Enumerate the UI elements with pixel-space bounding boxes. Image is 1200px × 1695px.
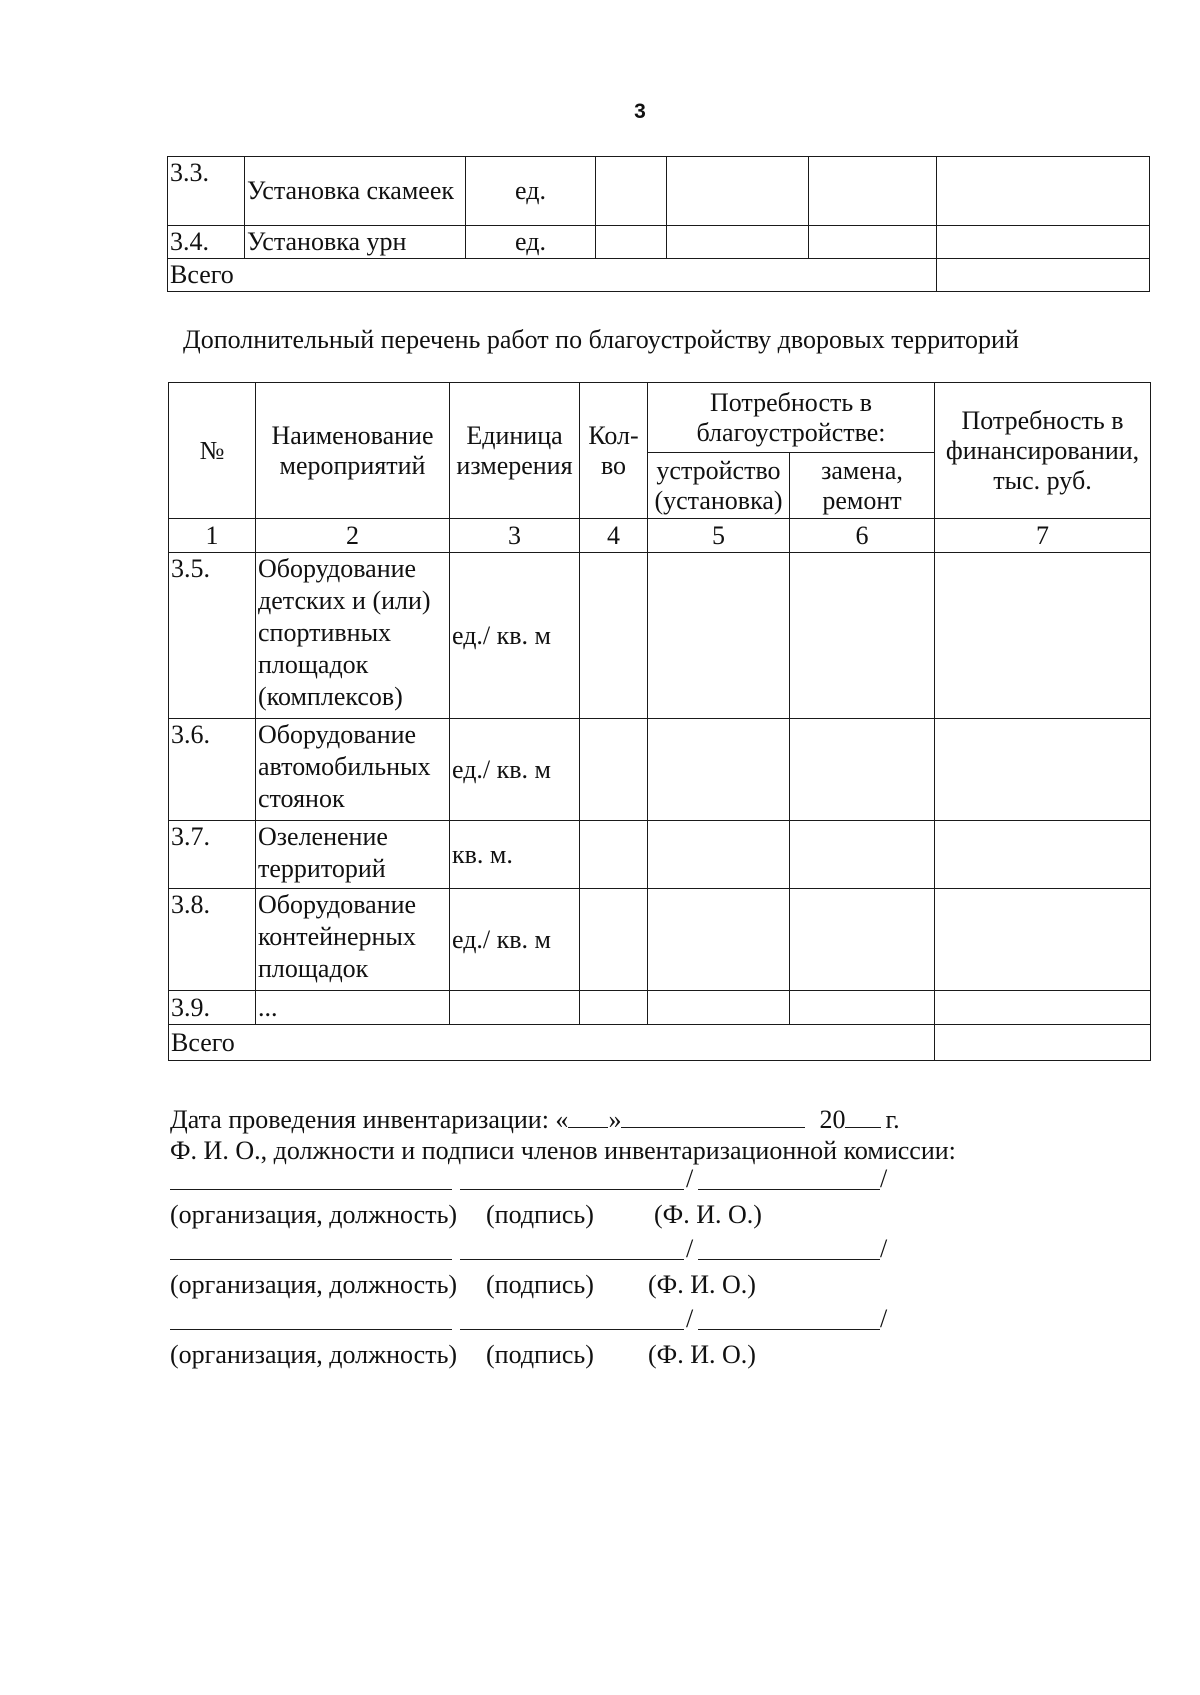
top-table (167, 156, 1150, 292)
empty-cell (648, 889, 790, 991)
header-install: устройство (установка) (648, 453, 790, 519)
col-number: 5 (648, 519, 790, 553)
main-table (168, 382, 1151, 1061)
row-number: 3.4. (168, 226, 245, 259)
empty-cell (648, 553, 790, 719)
caption-fio: (Ф. И. О.) (654, 1200, 762, 1229)
row-unit: ед. (466, 157, 596, 226)
header-replace: замена, ремонт (790, 453, 935, 519)
total-row (168, 259, 1150, 292)
empty-cell (937, 157, 1150, 226)
empty-cell (648, 991, 790, 1025)
year-blank (845, 1103, 881, 1128)
fio-blank (698, 1259, 880, 1260)
empty-cell (580, 553, 648, 719)
fio-blank (698, 1189, 880, 1190)
slash: / (880, 1304, 888, 1333)
inventory-date-line (170, 1103, 1170, 1135)
empty-cell (596, 226, 667, 259)
empty-cell (809, 157, 937, 226)
signature-line (170, 1304, 1170, 1339)
sign-blank (460, 1189, 684, 1190)
empty-cell (790, 719, 935, 821)
caption-sign: (подпись) (486, 1270, 594, 1299)
slash: / (686, 1164, 694, 1193)
row-name: ... (256, 991, 450, 1025)
row-unit: ед./ кв. м (450, 719, 580, 821)
caption-org: (организация, должность) (170, 1200, 458, 1229)
header-num: № (169, 383, 256, 519)
signature-line (170, 1234, 1170, 1269)
header-need: Потребность в благоустройстве: (648, 383, 935, 453)
signature-caption (170, 1199, 1170, 1237)
header-qty: Кол-во (580, 383, 648, 519)
sign-blank (460, 1259, 684, 1260)
row-number: 3.8. (169, 889, 256, 991)
row-number: 3.3. (168, 157, 245, 226)
empty-cell (790, 991, 935, 1025)
col-number: 4 (580, 519, 648, 553)
empty-cell (580, 889, 648, 991)
caption-fio: (Ф. И. О.) (648, 1340, 756, 1369)
year-prefix: 20 (819, 1105, 846, 1134)
empty-cell (667, 226, 809, 259)
year-suffix: г. (885, 1105, 900, 1134)
row-unit (450, 991, 580, 1025)
empty-cell (790, 553, 935, 719)
empty-cell (935, 889, 1151, 991)
empty-cell (935, 821, 1151, 889)
caption-fio: (Ф. И. О.) (648, 1270, 756, 1299)
empty-cell (580, 821, 648, 889)
day-blank (568, 1103, 608, 1128)
row-unit: ед./ кв. м (450, 553, 580, 719)
signature-line (170, 1164, 1170, 1199)
fio-blank (698, 1329, 880, 1330)
column-number-row (169, 519, 1151, 553)
col-number: 2 (256, 519, 450, 553)
row-number: 3.7. (169, 821, 256, 889)
total-label: Всего (169, 1025, 935, 1061)
empty-cell (580, 991, 648, 1025)
row-number: 3.5. (169, 553, 256, 719)
row-name: Оборудование автомобильных стоянок (256, 719, 450, 821)
empty-cell (580, 719, 648, 821)
row-name: Оборудование детских и (или) спортивных площадок (комплексов) (256, 553, 450, 719)
caption-org: (организация, должность) (170, 1340, 458, 1369)
slash: / (686, 1234, 694, 1263)
empty-cell (937, 226, 1150, 259)
caption-sign: (подпись) (486, 1200, 594, 1229)
header-name: Наименование мероприятий (256, 383, 450, 519)
date-quote-close: » (608, 1105, 622, 1134)
col-number: 7 (935, 519, 1151, 553)
caption-org: (организация, должность) (170, 1270, 458, 1299)
org-blank (170, 1189, 452, 1190)
table-row (169, 991, 1151, 1025)
total-row (169, 1025, 1151, 1061)
table-row (168, 157, 1150, 226)
header-row (169, 383, 1151, 453)
org-blank (170, 1259, 452, 1260)
table-row (169, 719, 1151, 821)
table-row (169, 889, 1151, 991)
col-number: 3 (450, 519, 580, 553)
slash: / (880, 1164, 888, 1193)
empty-cell (596, 157, 667, 226)
empty-cell (937, 259, 1150, 292)
table-row (169, 553, 1151, 719)
empty-cell (935, 1025, 1151, 1061)
commission-label: Ф. И. О., должности и подписи членов инвентаризационной комиссии: (170, 1136, 956, 1165)
section-caption: Дополнительный перечень работ по благоустройству дворовых территорий (183, 325, 1019, 354)
empty-cell (648, 821, 790, 889)
col-number: 6 (790, 519, 935, 553)
empty-cell (648, 719, 790, 821)
table-row (169, 821, 1151, 889)
total-label: Всего (168, 259, 937, 292)
signature-caption (170, 1339, 1170, 1377)
table-row (168, 226, 1150, 259)
row-unit: кв. м. (450, 821, 580, 889)
month-blank (621, 1103, 805, 1128)
caption-sign: (подпись) (486, 1340, 594, 1369)
empty-cell (667, 157, 809, 226)
row-number: 3.6. (169, 719, 256, 821)
empty-cell (790, 821, 935, 889)
empty-cell (935, 553, 1151, 719)
col-number: 1 (169, 519, 256, 553)
header-unit: Единица измерения (450, 383, 580, 519)
row-unit: ед./ кв. м (450, 889, 580, 991)
page-number: 3 (634, 100, 646, 123)
signature-block (170, 1103, 1170, 1377)
row-unit: ед. (466, 226, 596, 259)
row-name: Озеленение территорий (256, 821, 450, 889)
date-label: Дата проведения инвентаризации: « (170, 1105, 569, 1134)
empty-cell (809, 226, 937, 259)
header-finance: Потребность в финансировании, тыс. руб. (935, 383, 1151, 519)
row-number: 3.9. (169, 991, 256, 1025)
sign-blank (460, 1329, 684, 1330)
empty-cell (790, 889, 935, 991)
empty-cell (935, 991, 1151, 1025)
org-blank (170, 1329, 452, 1330)
empty-cell (935, 719, 1151, 821)
row-name: Оборудование контейнерных площадок (256, 889, 450, 991)
slash: / (880, 1234, 888, 1263)
signature-caption (170, 1269, 1170, 1307)
row-name: Установка урн (245, 226, 466, 259)
slash: / (686, 1304, 694, 1333)
row-name: Установка скамеек (245, 157, 466, 226)
